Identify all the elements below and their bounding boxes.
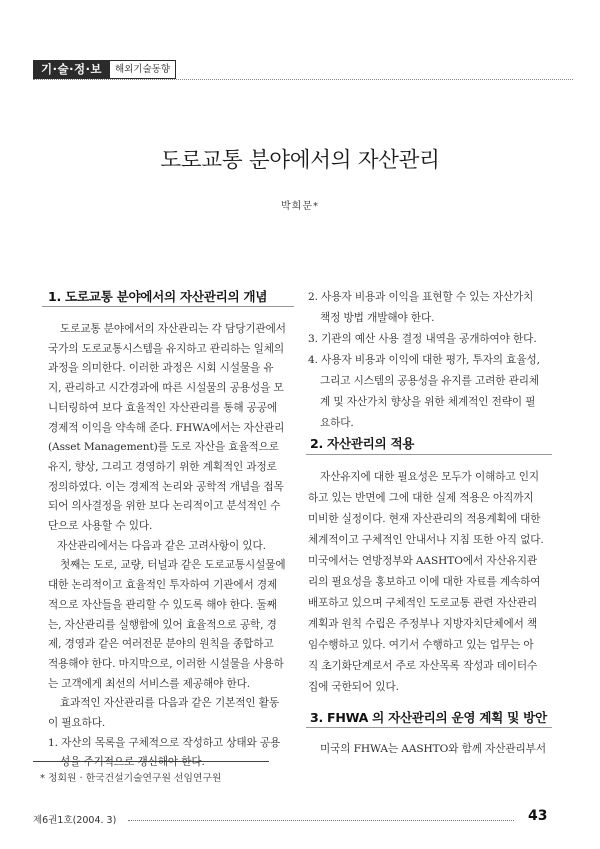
text-line: 대한 논리적이고 효율적인 투자하여 기관에서 경제 xyxy=(48,579,278,592)
text-line: 니터링하여 보다 효율적인 자산관리를 통해 공공에 xyxy=(48,401,278,414)
list-line: 책정 방법 개발해야 한다. xyxy=(320,312,435,324)
header-subtag: 해외기술동향 xyxy=(110,60,176,79)
text-line: 지, 관리하고 시간경과에 따른 시설물의 공용성을 모 xyxy=(48,382,284,395)
section2-heading: 2. 자산관리의 적용 xyxy=(310,436,415,451)
text-line: (Asset Management)를 도로 자산을 효율적으로 xyxy=(48,441,279,454)
list-line: 그리고 시스템의 공용성을 유지를 고려한 관리체 xyxy=(320,375,540,387)
text-line: 계획과 원칙 수립은 주정부나 지방자치단체에서 책 xyxy=(308,618,538,630)
list-line: 요하다. xyxy=(320,417,354,429)
footnote: * 정회원 · 한국건설기술연구원 선임연구원 xyxy=(40,773,222,784)
text-line: 적용해야 한다. 마지막으로, 이러한 시설물을 사용하 xyxy=(48,657,284,670)
text-line: 는 고객에게 최선의 서비스를 제공해야 한다. xyxy=(48,677,251,690)
section1-rule xyxy=(42,306,294,307)
section-header xyxy=(33,60,176,79)
text-line: 집에 국한되어 있다. xyxy=(308,681,399,693)
text-line: 는, 자산관리를 실행함에 있어 효율적으로 공학, 경 xyxy=(48,618,277,631)
page-number: 43 xyxy=(528,808,548,824)
text-line: 첫째는 도로, 교량, 터널과 같은 도로교통시설물에 xyxy=(60,559,286,572)
section2-rule xyxy=(306,454,552,455)
text-line: 유지, 향상, 그리고 경영하기 위한 계획적인 과정로 xyxy=(48,460,277,473)
text-line: 효과적인 자산관리를 다음과 같은 기본적인 활동 xyxy=(60,697,280,710)
text-line: 제, 경영과 같은 여러전문 분야의 원칙을 종합하고 xyxy=(48,638,274,651)
list-line: 2. 사용자 비용과 이익을 표현할 수 있는 자산가치 xyxy=(308,291,534,303)
section3-rule xyxy=(306,727,552,728)
text-line: 배포하고 있으며 구체적인 도로교통 관련 자산관리 xyxy=(308,597,538,609)
text-line: 미비한 실정이다. 현재 자산관리의 적용계획에 대한 xyxy=(308,513,541,525)
section3-heading: 3. FHWA 의 자산관리의 운영 계획 및 방안 xyxy=(310,710,547,725)
text-line: 체계적이고 구체적인 안내서나 지침 또한 아직 없다. xyxy=(308,534,544,546)
text-line: 자산유지에 대한 필요성은 모두가 이해하고 인지 xyxy=(320,471,540,483)
text-line: 임수행하고 있다. 여기서 수행하고 있는 업무는 아 xyxy=(308,639,534,651)
footer-dotted-rule xyxy=(128,820,514,821)
text-line: 하고 있는 반면에 그에 대한 실제 적용은 아직까지 xyxy=(308,492,534,504)
list-line: 3. 기관의 예산 사용 결정 내역을 공개하여야 한다. xyxy=(308,333,537,345)
header-divider xyxy=(33,79,573,80)
text-line: 이 필요하다. xyxy=(48,717,106,729)
text-line: 단으로 사용할 수 있다. xyxy=(48,520,153,532)
text-line: 미국에서는 연방정부와 AASHTO에서 자산유지관 xyxy=(308,555,538,567)
text-line: 도로교통 분야에서의 자산관리는 각 담당기관에서 xyxy=(60,323,286,335)
text-line: 1. 자산의 목록을 구체적으로 작성하고 상태와 공용 xyxy=(48,736,281,749)
text-line: 국가의 도로교통시스템을 유지하고 관리하는 일체의 xyxy=(48,342,285,355)
text-line: 과정을 의미한다. 이러한 과정은 시회 시설물을 유 xyxy=(48,362,274,375)
section1-heading: 1. 도로교통 분야에서의 자산관리의 개념 xyxy=(48,289,268,304)
issue-label: 제6권1호(2004. 3) xyxy=(33,815,117,826)
text-line: 적으로 자산들을 관리할 수 있도록 해야 한다. 둘째 xyxy=(48,598,277,611)
text-line: 정의하였다. 이는 경제적 논리와 공학적 개념을 접목 xyxy=(48,480,284,493)
list-line: 계 및 자산가치 향상을 위한 체계적인 전략이 필 xyxy=(320,396,536,408)
text-line: 되어 의사결정을 위한 보다 논리적이고 분석적인 수 xyxy=(48,500,281,513)
header-tag: 기·술·정·보 xyxy=(33,60,110,79)
text-line: 직 초기화단계로서 주로 자산목록 작성과 데이터수 xyxy=(308,660,538,672)
article-author: 박희문* xyxy=(281,201,319,212)
text-line: 자산관리에서는 다음과 같은 고려사항이 있다. xyxy=(57,539,266,552)
article-title: 도로교통 분야에서의 자산관리 xyxy=(160,148,440,173)
text-line: 성을 주기적으로 갱신해야 한다. xyxy=(60,756,205,769)
text-line: 리의 필요성을 홍보하고 이에 대한 자료를 계속하여 xyxy=(308,576,541,588)
text-line: 미국의 FHWA는 AASHTO와 함께 자산관리부서 xyxy=(320,743,546,755)
text-line: 경제적 이익을 약속해 준다. FHWA에서는 자산관리 xyxy=(48,421,285,434)
list-line: 4. 사용자 비용과 이익에 대한 평가, 투자의 효율성, xyxy=(308,354,540,366)
